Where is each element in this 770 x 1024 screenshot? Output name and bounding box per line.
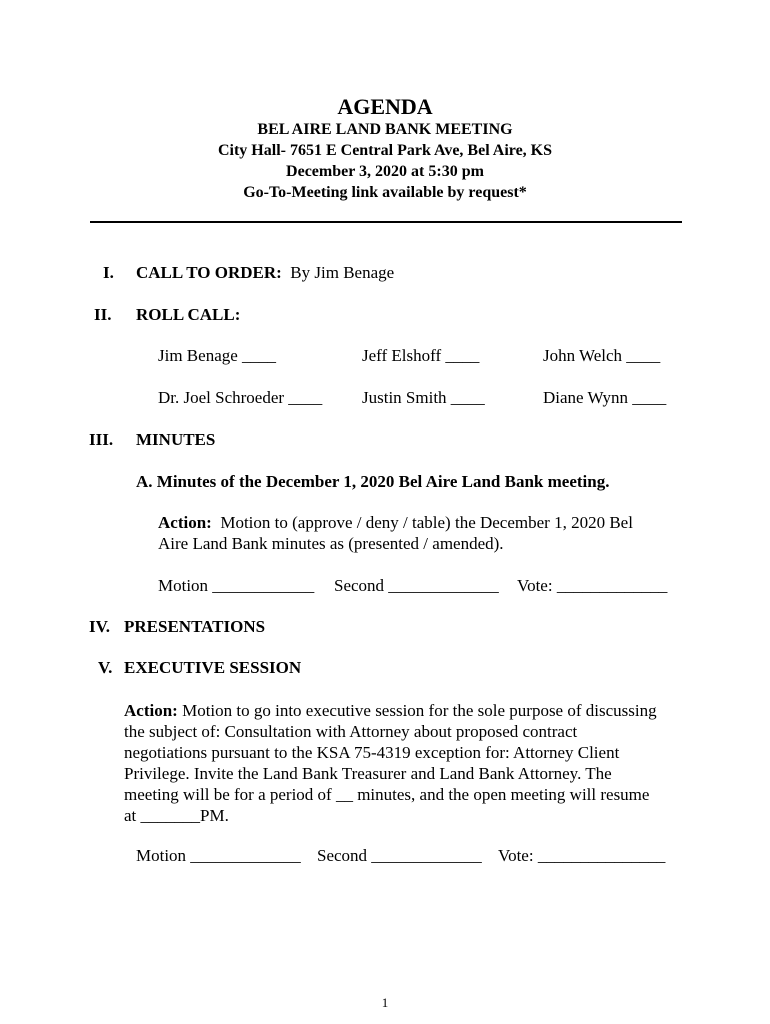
exec-second-blank: Second _____________ [317, 846, 482, 865]
agenda-title: AGENDA [337, 94, 433, 119]
minutes-item-a: A. Minutes of the December 1, 2020 Bel Aire Land Bank meeting. [136, 472, 610, 491]
roll-call-entry: Jeff Elshoff ____ [362, 346, 480, 365]
minutes-vote-blank: Vote: _____________ [517, 576, 668, 595]
section-4-number: IV. [89, 617, 110, 636]
section-1-heading [136, 263, 394, 283]
meeting-location: City Hall- 7651 E Central Park Ave, Bel Aire, KS [217, 142, 553, 159]
header-divider [90, 221, 682, 223]
section-1-number: I. [103, 263, 114, 282]
section-3-number: III. [89, 430, 114, 449]
exec-action-line: the subject of: Consultation with Attorney about proposed contract [124, 722, 578, 741]
roll-call-entry: Dr. Joel Schroeder ____ [158, 388, 323, 407]
section-2-title: ROLL CALL: [136, 305, 241, 324]
minutes-action-text: Motion to (approve / deny / table) the December 1, 2020 Bel [220, 513, 633, 532]
minutes-action-line-2: Aire Land Bank minutes as (presented / amended). [158, 534, 504, 553]
roll-call-entry: John Welch ____ [543, 346, 661, 365]
exec-action-line-1 [124, 701, 657, 721]
meeting-link-note: Go-To-Meeting link available by request* [243, 184, 527, 201]
section-5-title: EXECUTIVE SESSION [124, 658, 302, 677]
exec-action-line: meeting will be for a period of __ minutes, and the open meeting will resume [124, 785, 650, 804]
roll-call-entry: Jim Benage ____ [158, 346, 277, 365]
exec-action-label: Action: [124, 701, 178, 720]
section-1-text: By Jim Benage [290, 263, 395, 282]
exec-motion-blank: Motion _____________ [136, 846, 301, 865]
page-number: 1 [381, 995, 389, 1010]
minutes-action-label: Action: [158, 513, 212, 532]
meeting-name: BEL AIRE LAND BANK MEETING [257, 121, 513, 138]
section-4-title: PRESENTATIONS [124, 617, 266, 636]
minutes-second-blank: Second _____________ [334, 576, 499, 595]
exec-action-line: at _______PM. [124, 806, 229, 825]
exec-action-line: Privilege. Invite the Land Bank Treasurer and Land Bank Attorney. The [124, 764, 612, 783]
section-5-number: V. [98, 658, 113, 677]
section-1-title: CALL TO ORDER: [136, 263, 282, 282]
exec-action-text: Motion to go into executive session for the sole purpose of discussing [182, 701, 657, 720]
exec-action-line: negotiations pursuant to the KSA 75-4319 exception for: Attorney Client [124, 743, 620, 762]
exec-vote-blank: Vote: _______________ [498, 846, 666, 865]
roll-call-entry: Justin Smith ____ [362, 388, 485, 407]
section-3-title: MINUTES [136, 430, 216, 449]
minutes-motion-blank: Motion ____________ [158, 576, 315, 595]
meeting-date: December 3, 2020 at 5:30 pm [286, 163, 484, 180]
minutes-action-line-1 [158, 513, 633, 533]
roll-call-entry: Diane Wynn ____ [543, 388, 667, 407]
section-2-number: II. [94, 305, 112, 324]
